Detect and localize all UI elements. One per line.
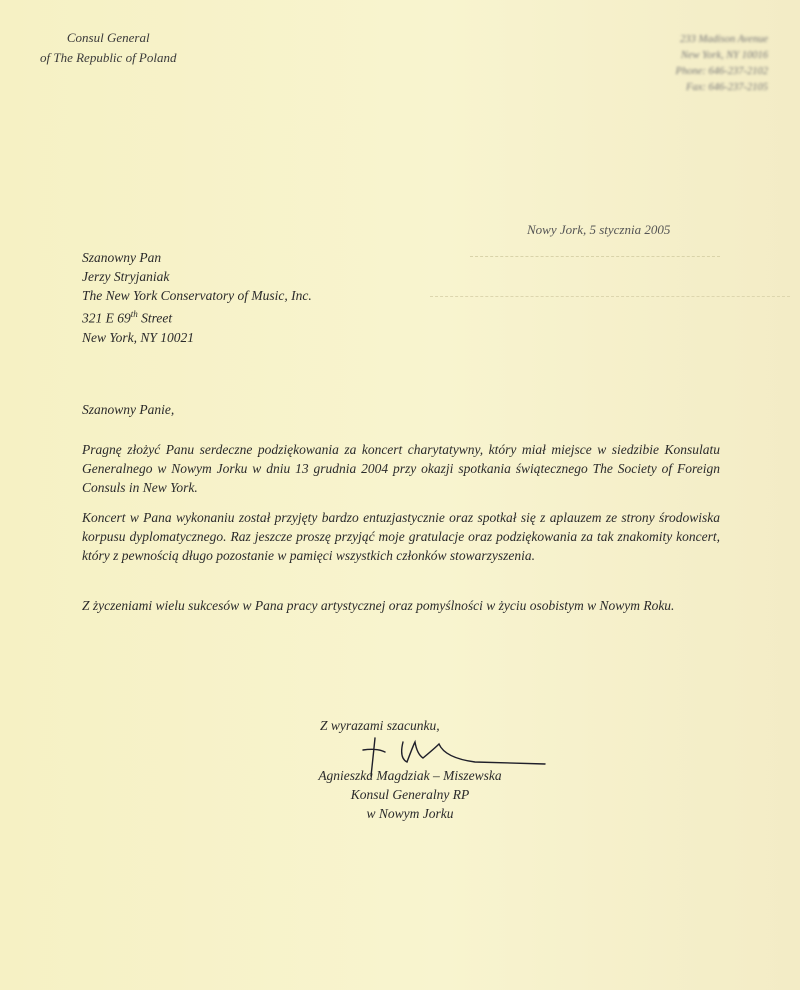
body-paragraph: Pragnę złożyć Panu serdeczne podziękowania za koncert charytatywny, który miał miejsce w siedzibie Konsulatu Generalnego w Nowym Jorku w dniu 13 grudnia 2004 przy okazji spotkania świątecznego The Society of Foreign Consuls in New York. bbox=[82, 442, 720, 495]
street-number: 321 E 69 bbox=[82, 310, 131, 326]
greeting: Szanowny Panie, bbox=[82, 402, 175, 417]
letterhead-subtitle: of The Republic of Poland bbox=[40, 50, 177, 65]
letterhead-address-line: New York, NY 10016 bbox=[680, 50, 768, 61]
letterhead bbox=[40, 28, 176, 68]
signatory-location: w Nowym Jorku bbox=[366, 806, 454, 821]
signatory-name: Agnieszka Magdziak – Miszewska bbox=[318, 768, 502, 783]
street-name: Street bbox=[137, 310, 173, 326]
fold-line bbox=[430, 296, 790, 298]
body-paragraph: Z życzeniami wielu sukcesów w Pana pracy artystycznej oraz pomyślności w życiu osobistym w Nowym Roku. bbox=[82, 598, 675, 613]
letterhead-fax: Fax: 646-237-2105 bbox=[686, 82, 768, 93]
recipient-city: New York, NY 10021 bbox=[82, 329, 195, 345]
closing: Z wyrazami szacunku, bbox=[320, 718, 440, 733]
letterhead-phone: Phone: 646-237-2102 bbox=[675, 66, 768, 77]
recipient-organization: The New York Conservatory of Music, Inc. bbox=[82, 288, 312, 303]
signatory-title: Konsul Generalny RP bbox=[350, 787, 470, 802]
street-ordinal: th bbox=[130, 309, 138, 319]
letter-date: Nowy Jork, 5 stycznia 2005 bbox=[527, 222, 671, 237]
recipient-name: Jerzy Stryjaniak bbox=[82, 269, 170, 284]
divider bbox=[470, 256, 720, 258]
body-paragraph: Koncert w Pana wykonaniu został przyjęty bardzo entuzjastycznie oraz spotkał się z aplauzem ze strony środowiska korpusu dyplomatycznego. Raz jeszcze proszę przyjąć moje gratulacje oraz podziękowania za tak znakomity koncert, który z pewnością długo pozostanie w pamięci wszystkich członków stowarzyszenia. bbox=[82, 510, 720, 563]
signature-block bbox=[290, 766, 530, 823]
letterhead-address bbox=[618, 32, 768, 96]
letterhead-title: Consul General bbox=[66, 30, 150, 45]
letterhead-address-line: 233 Madison Avenue bbox=[680, 34, 768, 45]
recipient-street bbox=[82, 305, 312, 328]
recipient-salutation: Szanowny Pan bbox=[82, 250, 162, 265]
recipient-address bbox=[82, 248, 312, 347]
